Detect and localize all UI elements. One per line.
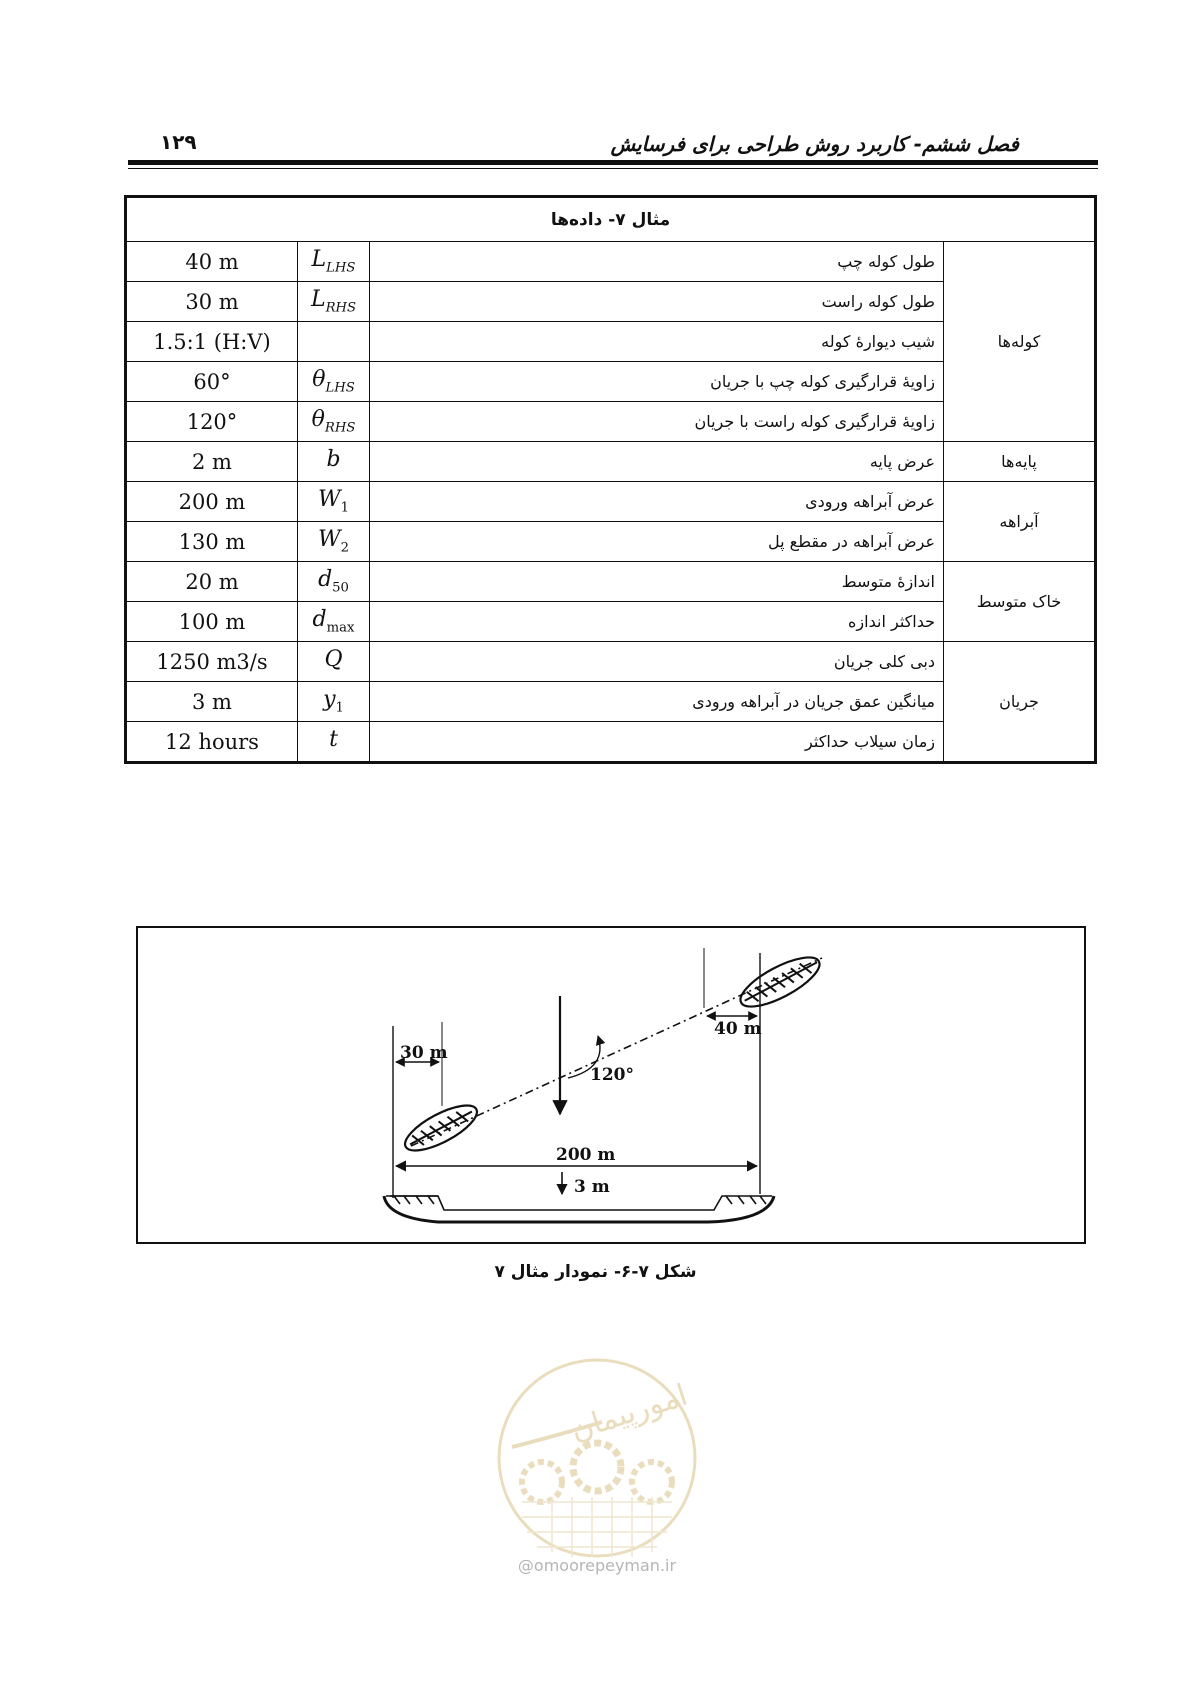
omoorepeyman-logo [492,1352,702,1572]
description-cell: اندازهٔ متوسط [370,562,944,602]
right-abutment [734,948,826,1016]
symbol-cell: $\theta_{LHS}$ [298,362,370,402]
value-cell: 12 hours [126,722,298,763]
page-number: ۱۲۹ [160,130,197,154]
description-cell: طول کوله چپ [370,242,944,282]
value-cell: 120° [126,402,298,442]
symbol-cell: $L_{RHS}$ [298,282,370,322]
description-cell: دبی کلی جریان [370,642,944,682]
table-row [126,442,1096,482]
angle-label: 120° [590,1065,634,1085]
value-cell: 1.5:1 (H:V) [126,322,298,362]
right-abutment-label: 40 m [714,1019,762,1039]
logo-lettering: امورپیمان [566,1377,692,1449]
symbol-cell: $L_{LHS}$ [298,242,370,282]
table-caption: مثال ۷- داده‌ها [126,197,1096,242]
description-cell: شیب دیوارهٔ کوله [370,322,944,362]
description-cell: زاویهٔ قرارگیری کوله راست با جریان [370,402,944,442]
symbol-cell [298,322,370,362]
category-soil: خاک متوسط [944,562,1096,642]
category-flow: جریان [944,642,1096,763]
header-rule-thin [128,168,1098,169]
value-cell: 40 m [126,242,298,282]
water-surface [386,1196,772,1210]
left-abutment-label: 30 m [400,1043,448,1063]
category-abutments: کوله‌ها [944,242,1096,442]
example-data-table [124,195,1097,764]
table-row [126,242,1096,282]
category-channel: آبراهه [944,482,1096,562]
table-row [126,642,1096,682]
table-row [126,482,1096,522]
bridge-plan-figure [136,926,1086,1244]
symbol-cell: $y_1$ [298,682,370,722]
description-cell: میانگین عمق جریان در آبراهه ورودی [370,682,944,722]
value-cell: 130 m [126,522,298,562]
symbol-cell: t [298,722,370,763]
channel-width-label: 200 m [556,1145,616,1165]
description-cell: طول کوله راست [370,282,944,322]
header-rule [128,160,1098,165]
value-cell: 20 m [126,562,298,602]
value-cell: 30 m [126,282,298,322]
description-cell: عرض آبراهه در مقطع پل [370,522,944,562]
symbol-cell: Q [298,642,370,682]
description-cell: زمان سیلاب حداکثر [370,722,944,763]
symbol-cell: $W_2$ [298,522,370,562]
category-piers: پایه‌ها [944,442,1096,482]
value-cell: 3 m [126,682,298,722]
value-cell: 60° [126,362,298,402]
watermark-site: @omoorepeyman.ir [517,1556,677,1575]
bridge-plan-diagram [138,928,1084,1242]
symbol-cell: $d_{50}$ [298,562,370,602]
value-cell: 100 m [126,602,298,642]
depth-label: 3 m [574,1177,610,1197]
chapter-title: فصل ششم- کاربرد روش طراحی برای فرسایش [610,132,1019,156]
value-cell: 1250 m3/s [126,642,298,682]
description-cell: حداکثر اندازه [370,602,944,642]
symbol-cell: $d_{max}$ [298,602,370,642]
value-cell: 2 m [126,442,298,482]
description-cell: عرض آبراهه ورودی [370,482,944,522]
value-cell: 200 m [126,482,298,522]
figure-caption: شکل ۷-۶- نمودار مثال ۷ [494,1262,697,1282]
channel-bed [384,1196,774,1222]
left-abutment [399,1097,483,1159]
table-row [126,562,1096,602]
symbol-cell: b [298,442,370,482]
description-cell: زاویهٔ قرارگیری کوله چپ با جریان [370,362,944,402]
description-cell: عرض پایه [370,442,944,482]
symbol-cell: $W_1$ [298,482,370,522]
symbol-cell: $\theta_{RHS}$ [298,402,370,442]
